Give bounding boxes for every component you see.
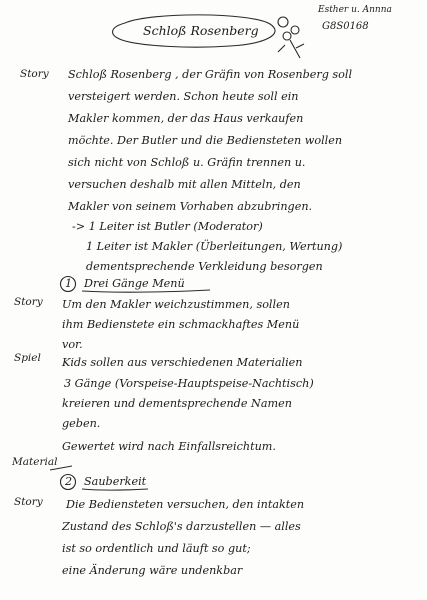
story-line: sich nicht von Schloß u. Gräfin trennen u. <box>68 156 306 169</box>
story-line: möchte. Der Butler und die Bediensteten wollen <box>68 134 343 147</box>
story-line: Makler kommen, der das Haus verkaufen <box>68 112 304 125</box>
section1-story-line: ihm Bedienstete ein schmackhaftes Menü <box>62 318 300 331</box>
document-code: G8S0168 <box>322 21 369 32</box>
story-line: dementsprechende Verkleidung besorgen <box>86 260 323 273</box>
section2-title: Sauberkeit <box>84 475 147 488</box>
story-line: 1 Leiter ist Makler (Überleitungen, Wertung) <box>86 240 343 253</box>
section1-spiel-line: 3 Gänge (Vorspeise-Hauptspeise-Nachtisch) <box>64 377 314 390</box>
story-line: Makler von seinem Vorhaben abzubringen. <box>68 200 313 213</box>
section1-story-line: vor. <box>62 338 83 351</box>
story-line: Schloß Rosenberg , der Gräfin von Rosenberg soll <box>68 68 353 81</box>
section1-title: Drei Gänge Menü <box>84 277 185 290</box>
story-line: -> 1 Leiter ist Butler (Moderator) <box>72 220 263 233</box>
margin-label-material: Material <box>12 456 58 468</box>
section2-story-line: eine Änderung wäre undenkbar <box>62 564 243 577</box>
section2-story-line: Die Bediensteten versuchen, den intakten <box>66 498 305 511</box>
section1-story-line: Um den Makler weichzustimmen, sollen <box>62 298 290 311</box>
authors-note: Esther u. Annna <box>318 5 392 15</box>
section1-title-underline <box>82 290 210 292</box>
section2-story-line: ist so ordentlich und läuft so gut; <box>62 542 251 555</box>
section2-story-line: Zustand des Schloß's darzustellen — alles <box>62 520 301 533</box>
section1-number: 1 <box>65 277 73 290</box>
story-line: versuchen deshalb mit allen Mitteln, den <box>68 178 301 191</box>
margin-label-spiel: Spiel <box>14 352 41 364</box>
section2-title-underline <box>82 489 148 490</box>
section1-spiel-line: geben. <box>62 417 101 430</box>
section1-spiel-line: Kids sollen aus verschiedenen Materialien <box>62 356 303 369</box>
page-title: Schloß Rosenberg <box>143 23 259 38</box>
margin-label-story: Story <box>14 496 43 508</box>
section1-spiel-line: Gewertet wird nach Einfallsreichtum. <box>62 440 276 453</box>
margin-label-story: Story <box>14 296 43 308</box>
section1-spiel-line: kreieren und dementsprechende Namen <box>62 397 292 410</box>
story-line: versteigert werden. Schon heute soll ein <box>68 90 299 103</box>
rose-doodle-icon <box>278 17 304 58</box>
margin-label-story: Story <box>20 68 49 80</box>
section2-number: 2 <box>65 475 73 488</box>
